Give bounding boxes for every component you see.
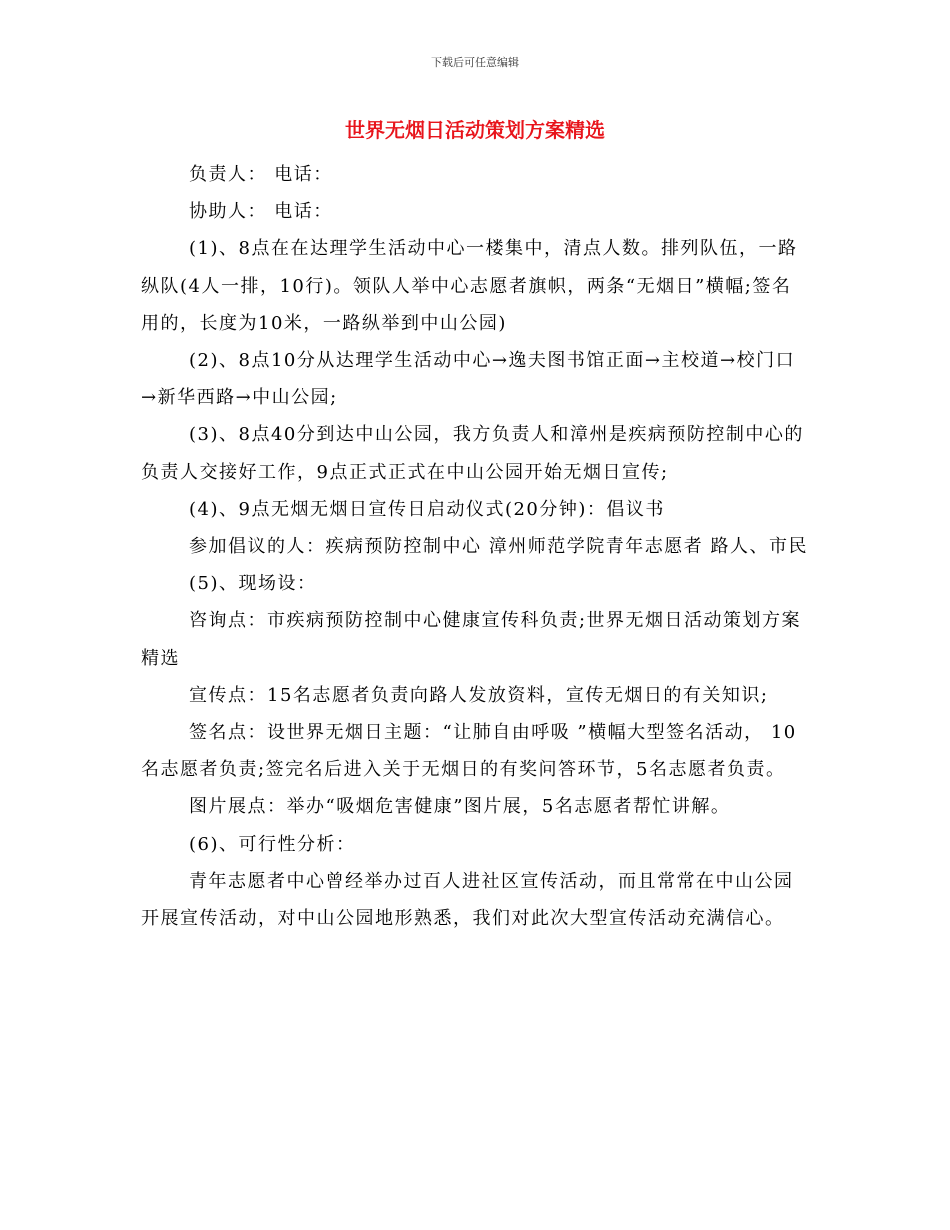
paragraph-promo-point: 宣传点：15名志愿者负责向路人发放资料，宣传无烟日的有关知识; bbox=[189, 684, 769, 706]
paragraph-step-6: (6)、可行性分析： bbox=[189, 833, 356, 855]
paragraph-step-3: (3)、8点40分到达中山公园，我方负责人和漳州是疾病预防控制中心的负责人交接好工作，9点正式正式在中山公园开始无烟日宣传; bbox=[141, 424, 804, 483]
paragraph-consult-point: 咨询点：市疾病预防控制中心健康宣传科负责;世界无烟日活动策划方案精选 bbox=[141, 610, 802, 669]
paragraph-step-1: (1)、8点在在达理学生活动中心一楼集中，清点人数。排列队伍，一路纵队(4人一排，10行)。领队人举中心志愿者旗帜，两条“无烟日”横幅;签名用的，长度为10米，一路纵举到中山公园) bbox=[141, 238, 798, 334]
paragraph-feasibility: 青年志愿者中心曾经举办过百人进社区宣传活动，而且常常在中山公园开展宣传活动，对中山公园地形熟悉，我们对此次大型宣传活动充满信心。 bbox=[141, 870, 794, 930]
paragraph-assistant: 协助人： 电话： bbox=[189, 201, 333, 223]
paragraph-participants: 参加倡议的人：疾病预防控制中心 漳州师范学院青年志愿者 路人、市民 bbox=[189, 536, 808, 558]
paragraph-step-4: (4)、9点无烟无烟日宣传日启动仪式(20分钟)：倡议书 bbox=[189, 498, 665, 520]
header-note: 下载后可任意编辑 bbox=[431, 56, 519, 69]
paragraph-step-5: (5)、现场设： bbox=[189, 573, 317, 595]
document-title: 世界无烟日活动策划方案精选 bbox=[345, 118, 605, 142]
document-body bbox=[141, 156, 809, 937]
paragraph-responsible-person: 负责人： 电话： bbox=[189, 164, 333, 185]
paragraph-photo-point: 图片展点：举办“吸烟危害健康”图片展，5名志愿者帮忙讲解。 bbox=[189, 796, 731, 818]
paragraph-step-2: (2)、8点10分从达理学生活动中心→逸夫图书馆正面→主校道→校门口→新华西路→中山公园; bbox=[141, 350, 796, 409]
paragraph-signature-point: 签名点：设世界无烟日主题：“让肺自由呼吸 ”横幅大型签名活动， 10名志愿者负责;签完名后进入关于无烟日的有奖问答环节，5名志愿者负责。 bbox=[141, 722, 797, 781]
